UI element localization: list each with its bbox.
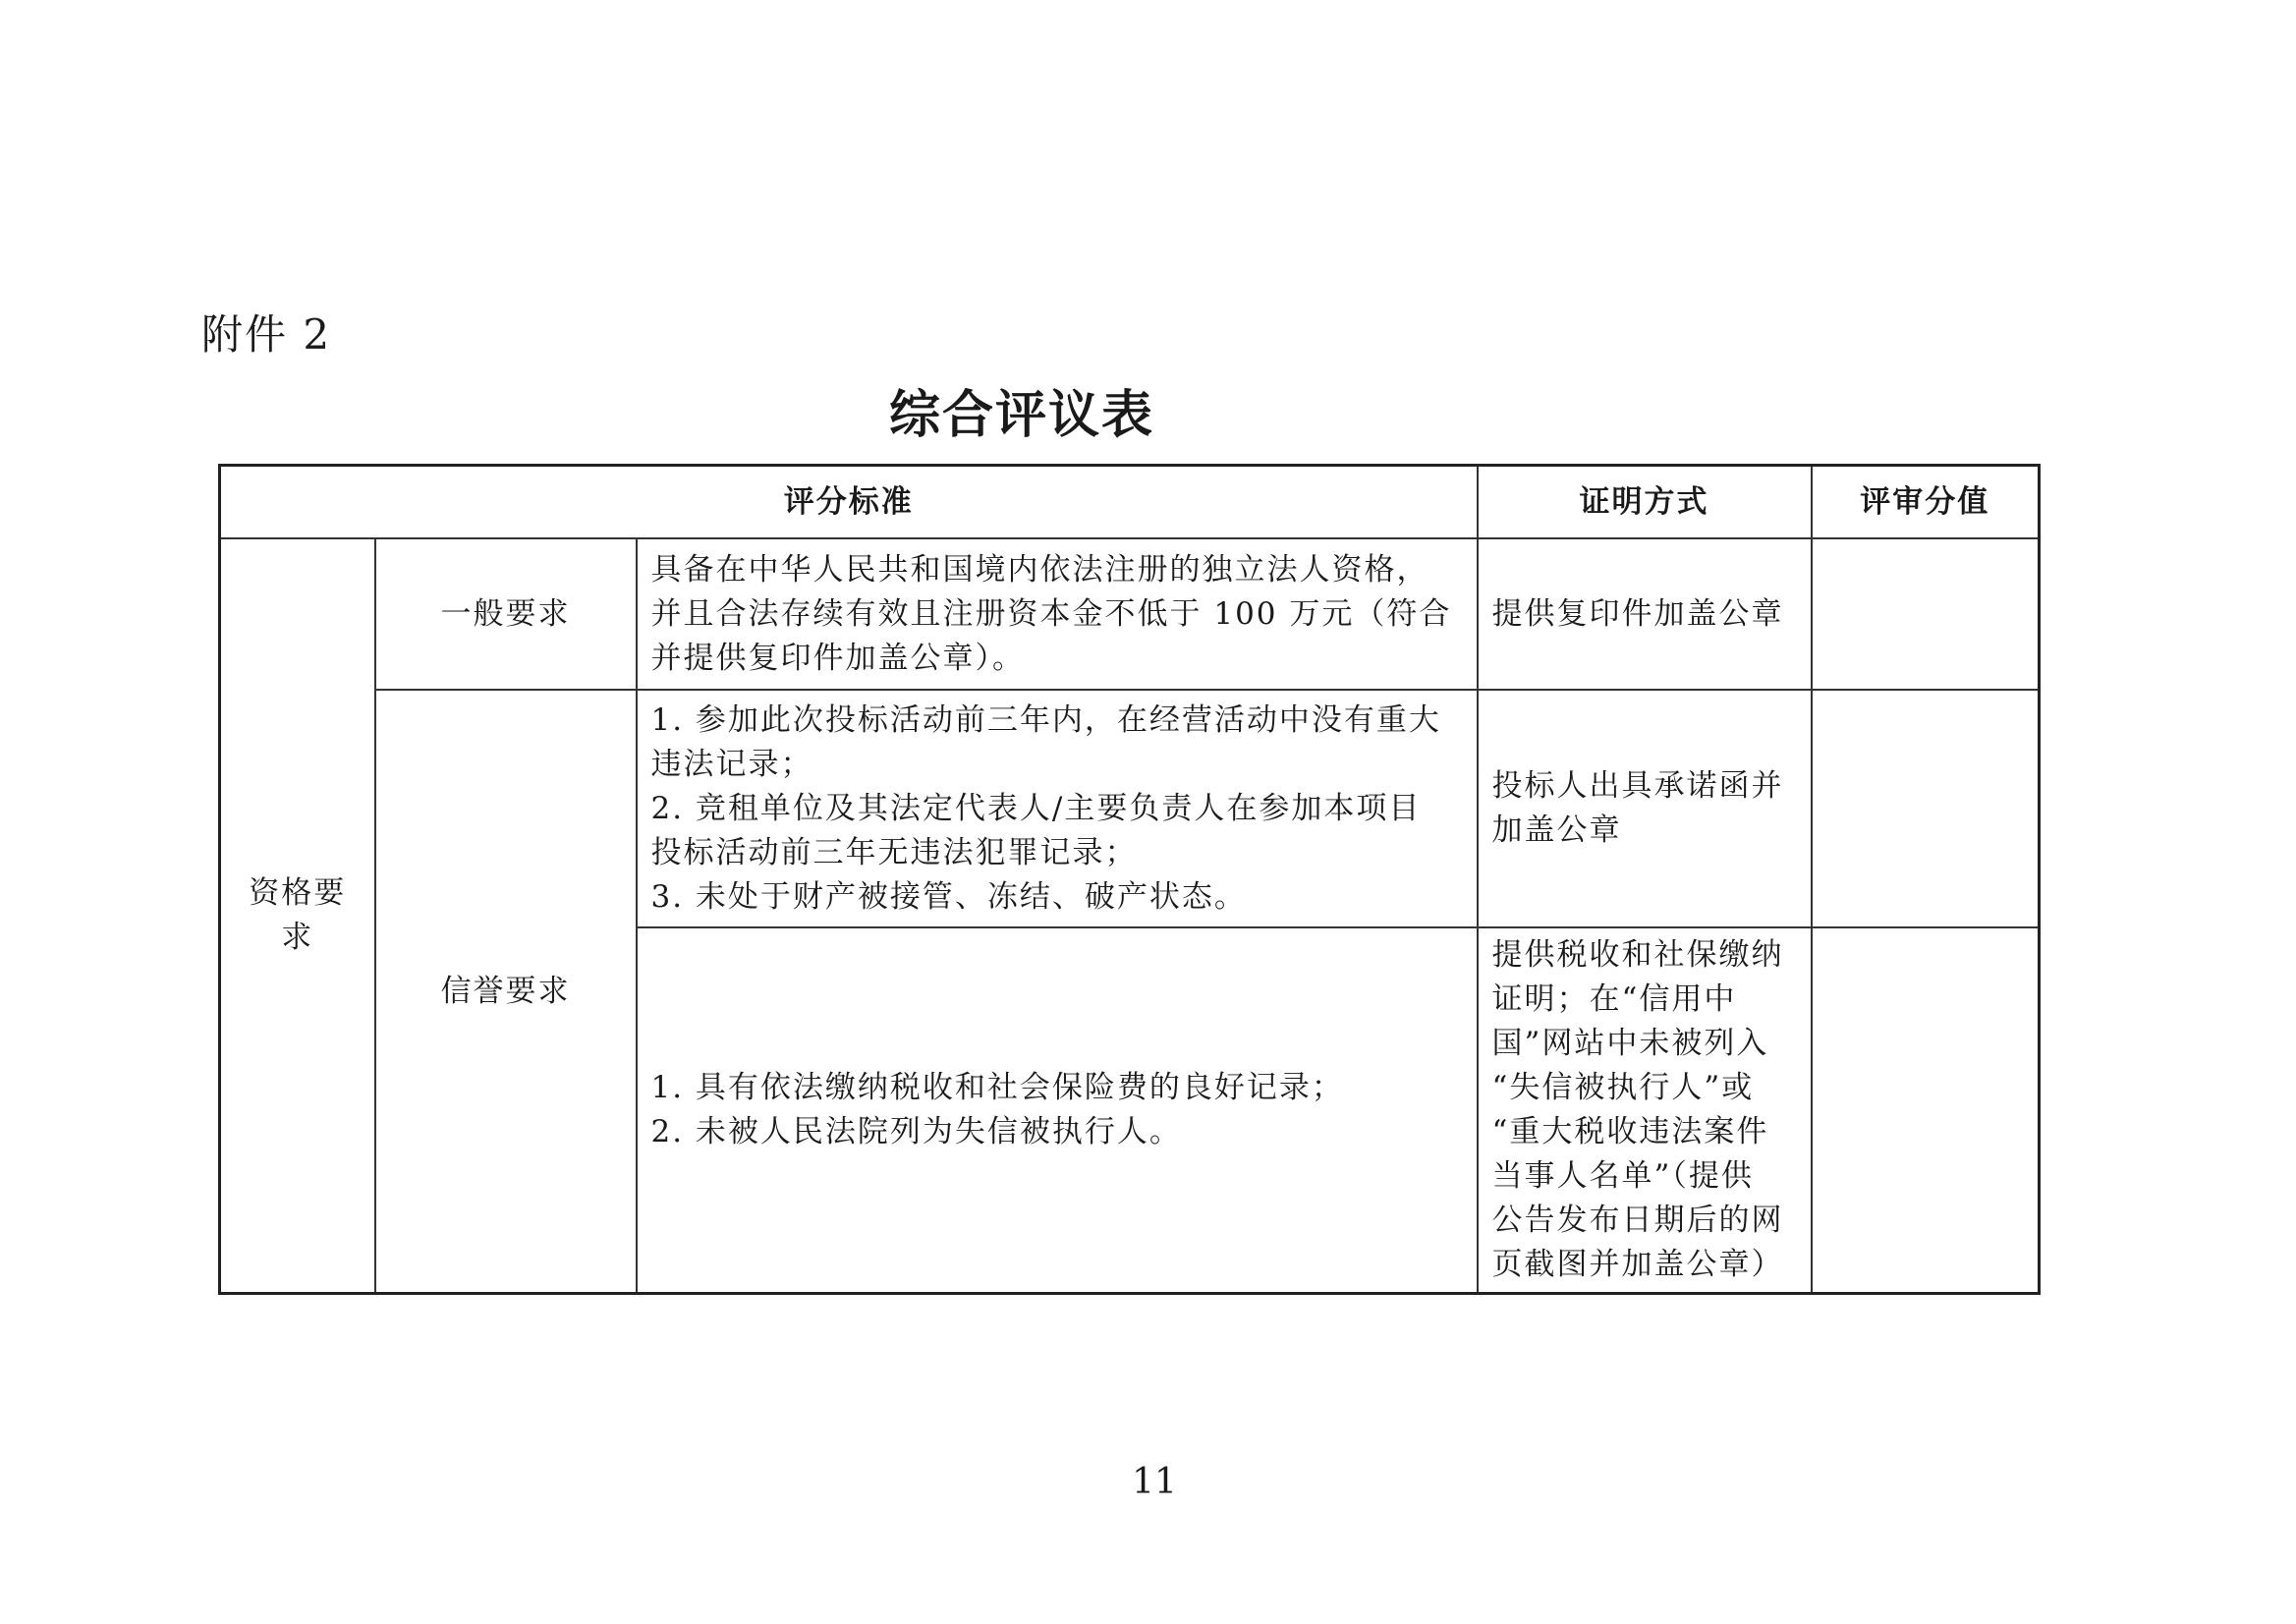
category-cell: 资格要求 — [220, 538, 375, 1294]
score-cell-credit-record — [1812, 690, 2040, 927]
criteria-line: 具备在中华人民共和国境内依法注册的独立法人资格， — [650, 551, 1429, 588]
criteria-line: 违法记录； — [650, 746, 813, 782]
criteria-line: 2. 竞租单位及其法定代表人/主要负责人在参加本项目 — [650, 790, 1422, 826]
proof-line: 当事人名单”（提供 — [1491, 1158, 1754, 1194]
proof-cell-credit-record — [1478, 690, 1812, 927]
criteria-line: 1. 参加此次投标活动前三年内，在经营活动中没有重大 — [650, 701, 1441, 738]
proof-cell-credit-tax — [1478, 927, 1812, 1294]
criteria-line: 2. 未被人民法院列为失信被执行人。 — [650, 1114, 1182, 1149]
table-row-credit-record — [220, 690, 2040, 927]
criteria-line: 3. 未处于财产被接管、冻结、破产状态。 — [650, 878, 1247, 915]
proof-line: “重大税收违法案件 — [1491, 1114, 1769, 1149]
table-header-row — [220, 466, 2040, 539]
header-score: 评审分值 — [1812, 466, 2040, 539]
proof-line: 国”网站中未被列入 — [1491, 1026, 1769, 1061]
criteria-line: 并且合法存续有效且注册资本金不低于 100 万元（符合 — [650, 595, 1452, 632]
proof-line: 证明；在“信用中 — [1491, 981, 1737, 1017]
score-cell-credit-tax — [1812, 927, 2040, 1294]
table-row-general — [220, 538, 2040, 690]
criteria-cell-credit-tax — [637, 927, 1478, 1294]
header-proof: 证明方式 — [1478, 466, 1812, 539]
sub-category-credit: 信誉要求 — [375, 690, 637, 1294]
criteria-line: 1. 具有依法缴纳税收和社会保险费的良好记录； — [650, 1070, 1344, 1105]
sub-category-general: 一般要求 — [375, 538, 637, 690]
proof-cell-general — [1478, 538, 1812, 690]
proof-line: “失信被执行人”或 — [1491, 1070, 1755, 1105]
criteria-cell-general — [637, 538, 1478, 690]
header-criteria: 评分标准 — [220, 466, 1478, 539]
proof-line: 提供税收和社保缴纳 — [1491, 937, 1784, 973]
criteria-line: 并提供复印件加盖公章）。 — [650, 640, 1025, 676]
criteria-cell-credit-record — [637, 690, 1478, 927]
document-title: 综合评议表 — [888, 386, 1154, 445]
proof-line: 加盖公章 — [1491, 812, 1622, 848]
proof-line: 提供复印件加盖公章 — [1491, 595, 1784, 632]
proof-line: 页截图并加盖公章） — [1491, 1247, 1784, 1282]
proof-line: 投标人出具承诺函并 — [1491, 768, 1784, 804]
criteria-line: 投标活动前三年无违法犯罪记录； — [650, 834, 1138, 870]
evaluation-table — [218, 464, 2041, 1295]
attachment-label: 附件 2 — [201, 310, 332, 359]
proof-line: 公告发布日期后的网 — [1491, 1203, 1784, 1238]
page-number: 11 — [1132, 1462, 1177, 1502]
score-cell-general — [1812, 538, 2040, 690]
